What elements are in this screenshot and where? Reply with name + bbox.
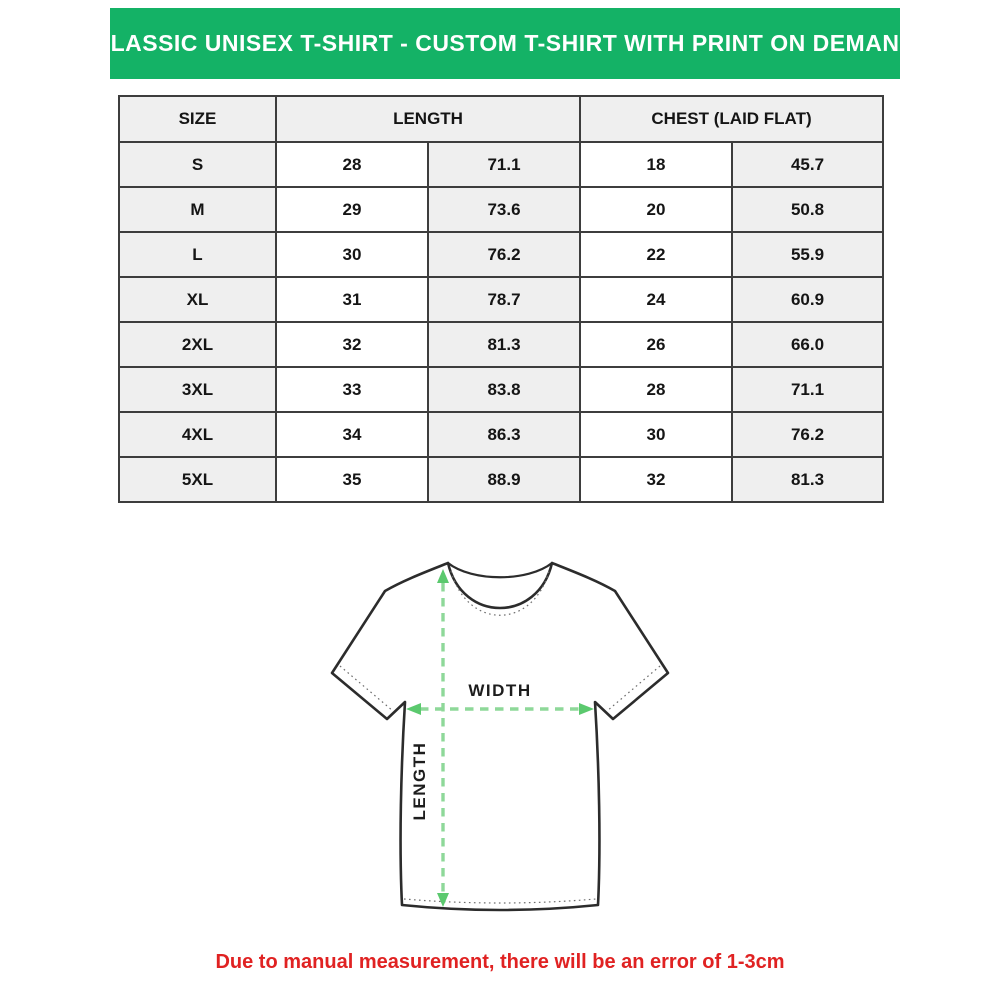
chest-cm-cell: 76.2 xyxy=(732,412,883,457)
size-cell: 3XL xyxy=(119,367,276,412)
chest-in-cell: 22 xyxy=(580,232,732,277)
tshirt-icon xyxy=(300,545,700,945)
table-header-row xyxy=(119,96,883,142)
length-in-cell: 30 xyxy=(276,232,428,277)
size-cell: XL xyxy=(119,277,276,322)
length-label: LENGTH xyxy=(410,741,429,821)
chest-cm-cell: 71.1 xyxy=(732,367,883,412)
length-in-cell: 29 xyxy=(276,187,428,232)
table-row xyxy=(119,277,883,322)
chest-cm-cell: 55.9 xyxy=(732,232,883,277)
chest-in-cell: 24 xyxy=(580,277,732,322)
collar-line xyxy=(448,563,552,577)
length-cm-cell: 81.3 xyxy=(428,322,580,367)
length-cm-cell: 76.2 xyxy=(428,232,580,277)
table-row xyxy=(119,232,883,277)
tshirt-diagram xyxy=(300,545,700,945)
table-row xyxy=(119,457,883,502)
chest-cm-cell: 66.0 xyxy=(732,322,883,367)
page-title: CLASSIC UNISEX T-SHIRT - CUSTOM T-SHIRT WITH PRINT ON DEMAND xyxy=(93,30,917,56)
chest-in-cell: 26 xyxy=(580,322,732,367)
table-row xyxy=(119,322,883,367)
header-length: LENGTH xyxy=(276,96,580,142)
chest-in-cell: 30 xyxy=(580,412,732,457)
length-in-cell: 35 xyxy=(276,457,428,502)
length-cm-cell: 78.7 xyxy=(428,277,580,322)
header-chest: CHEST (LAID FLAT) xyxy=(580,96,883,142)
chest-cm-cell: 45.7 xyxy=(732,142,883,187)
table-row xyxy=(119,412,883,457)
length-in-cell: 32 xyxy=(276,322,428,367)
size-cell: M xyxy=(119,187,276,232)
size-cell: 2XL xyxy=(119,322,276,367)
chest-cm-cell: 81.3 xyxy=(732,457,883,502)
length-cm-cell: 73.6 xyxy=(428,187,580,232)
measurement-note: Due to manual measurement, there will be an error of 1-3cm xyxy=(215,951,785,973)
length-cm-cell: 83.8 xyxy=(428,367,580,412)
length-in-cell: 31 xyxy=(276,277,428,322)
size-cell: 4XL xyxy=(119,412,276,457)
table-row xyxy=(119,367,883,412)
chest-cm-cell: 50.8 xyxy=(732,187,883,232)
chest-in-cell: 18 xyxy=(580,142,732,187)
length-in-cell: 33 xyxy=(276,367,428,412)
length-cm-cell: 86.3 xyxy=(428,412,580,457)
length-in-cell: 28 xyxy=(276,142,428,187)
header-size: SIZE xyxy=(119,96,276,142)
table-row xyxy=(119,142,883,187)
width-label: WIDTH xyxy=(468,681,532,700)
size-cell: 5XL xyxy=(119,457,276,502)
table-row xyxy=(119,187,883,232)
chest-cm-cell: 60.9 xyxy=(732,277,883,322)
chest-in-cell: 20 xyxy=(580,187,732,232)
size-cell: L xyxy=(119,232,276,277)
chest-in-cell: 28 xyxy=(580,367,732,412)
size-table xyxy=(118,95,884,503)
length-in-cell: 34 xyxy=(276,412,428,457)
title-banner xyxy=(93,8,917,79)
length-cm-cell: 71.1 xyxy=(428,142,580,187)
chest-in-cell: 32 xyxy=(580,457,732,502)
size-cell: S xyxy=(119,142,276,187)
length-cm-cell: 88.9 xyxy=(428,457,580,502)
